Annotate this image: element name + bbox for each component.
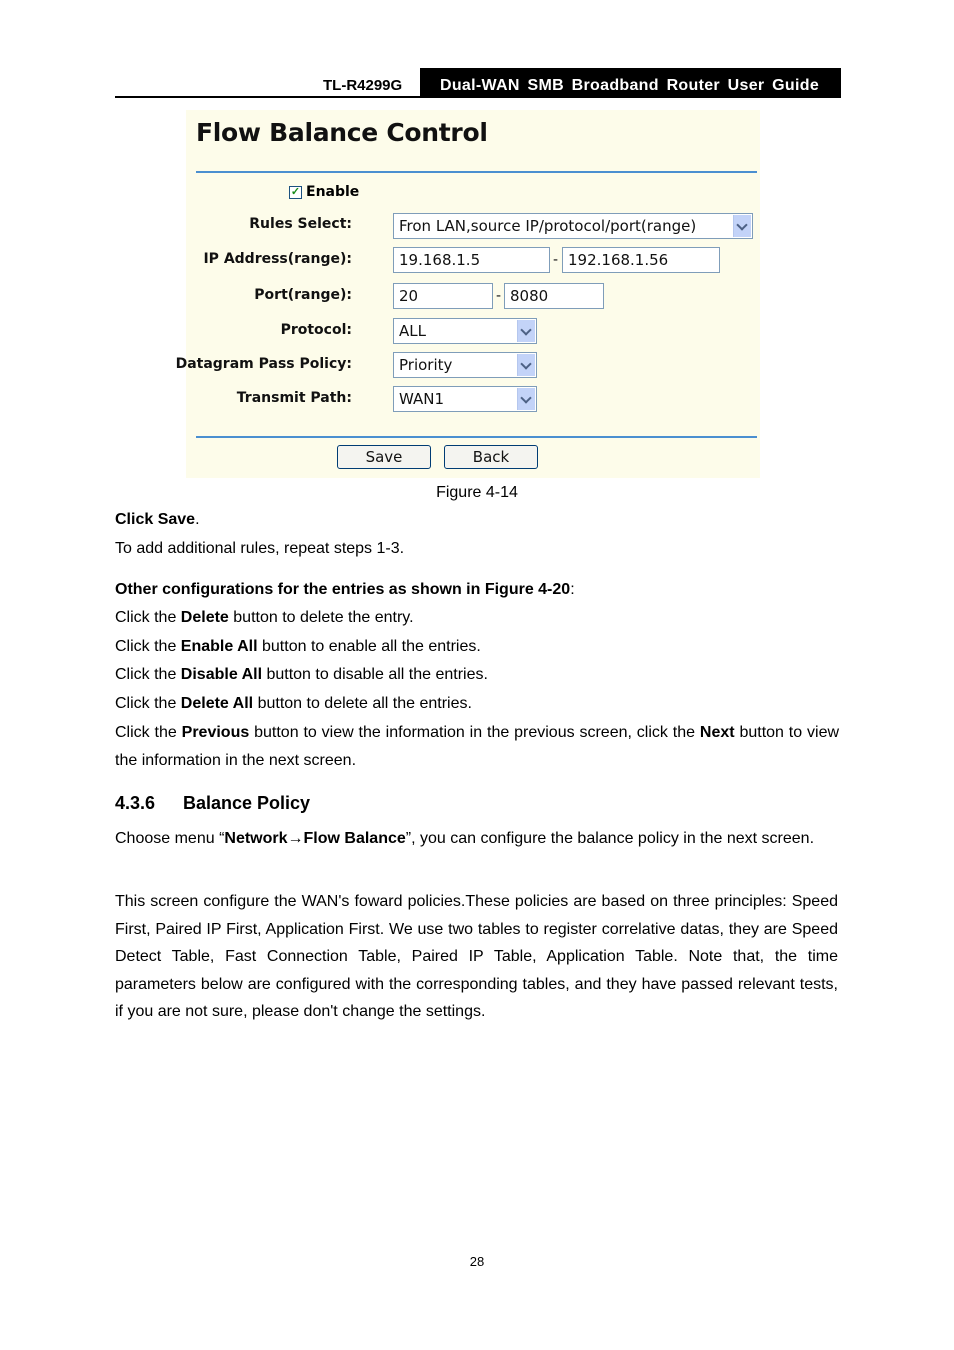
instruction-bold: Delete (180, 609, 229, 626)
instruction-post: button to disable all the entries. (262, 666, 488, 683)
chevron-down-icon[interactable] (733, 215, 751, 237)
port-range-separator: - (496, 288, 502, 304)
datagram-policy-value: Priority (399, 356, 453, 374)
transmit-path-dropdown[interactable] (393, 386, 537, 412)
step-save (115, 506, 839, 534)
ip-range-separator: - (553, 252, 559, 268)
instruction-line (115, 661, 839, 689)
previous-next-paragraph (115, 719, 839, 775)
page-number: 28 (469, 1254, 485, 1269)
instruction-bold: Enable All (180, 638, 258, 655)
repeat-steps: To add additional rules, repeat steps 1-3. (115, 540, 405, 557)
instruction-bold: Disable All (180, 666, 263, 683)
chevron-down-icon[interactable] (517, 354, 535, 376)
step-save-rest: . (195, 511, 200, 528)
rules-select-label: Rules Select: (249, 216, 352, 232)
transmit-path-value: WAN1 (399, 390, 445, 408)
other-config-bold: Other configurations for the entries as shown in Figure 4-20 (115, 581, 571, 598)
save-button[interactable]: Save (337, 445, 431, 469)
menu-bold: Network→Flow Balance (224, 830, 406, 847)
other-config-rest: : (570, 581, 575, 598)
instruction-pre: Click the (115, 638, 181, 655)
chevron-down-icon[interactable] (517, 320, 535, 342)
ip-range-label: IP Address(range): (203, 251, 352, 267)
instruction-bold: Delete All (180, 695, 254, 712)
panel-top-rule (196, 171, 757, 173)
menu-pre: Choose menu “ (115, 830, 225, 847)
header-guide-title: Dual-WAN SMB Broadband Router User Guide (420, 68, 841, 97)
figure-caption: Figure 4-14 (436, 484, 518, 501)
header-model: TL-R4299G (323, 77, 403, 94)
instruction-line (115, 604, 839, 632)
instruction-post: button to delete the entry. (228, 609, 414, 626)
protocol-label: Protocol: (280, 322, 352, 338)
instruction-pre: Click the (115, 695, 181, 712)
instruction-pre: Click the (115, 666, 181, 683)
menu-paragraph (115, 825, 831, 853)
port-to-input[interactable]: 8080 (504, 283, 604, 309)
port-range-label: Port(range): (254, 287, 352, 303)
policy-paragraph: This screen configure the WAN's foward policies.These policies are based on three principles: Speed First, Paired IP First, Application First. We use two tables to register correlative datas, they are Speed Detect Table, Fast Connection Table, Paired IP Table, Application Table. Note that, the time parameters below are configured with the corresponding tables, and they have passed relevant tests, if you are not sure, please don't change the settings. (115, 893, 838, 1020)
port-from-input[interactable]: 20 (393, 283, 493, 309)
pn-mid: button to view the information in the previous screen, click the (249, 724, 700, 741)
ip-from-input[interactable]: 19.168.1.5 (393, 247, 550, 273)
pn-pre: Click the (115, 724, 182, 741)
instruction-line (115, 633, 839, 661)
rules-select-dropdown[interactable] (393, 213, 753, 239)
step-save-bold: Click Save (115, 511, 196, 528)
protocol-dropdown[interactable] (393, 318, 537, 344)
instruction-line (115, 690, 839, 718)
menu-post: ”, you can configure the balance policy in the next screen. (405, 830, 815, 847)
pn-post: button to view the information in the next screen. (115, 724, 840, 769)
transmit-path-label: Transmit Path: (236, 390, 352, 406)
pn-bold-next: Next (699, 724, 735, 741)
datagram-policy-dropdown[interactable] (393, 352, 537, 378)
protocol-value: ALL (399, 322, 426, 340)
pn-bold-previous: Previous (181, 724, 250, 741)
panel-bottom-rule (196, 436, 757, 438)
datagram-policy-label: Datagram Pass Policy: (175, 356, 352, 372)
enable-label: Enable (306, 184, 360, 200)
ip-to-input[interactable]: 192.168.1.56 (562, 247, 720, 273)
instruction-post: button to delete all the entries. (253, 695, 472, 712)
section-heading (115, 793, 310, 814)
section-title: Balance Policy (183, 793, 311, 813)
enable-checkbox[interactable]: ✓ (290, 186, 301, 198)
header-divider (115, 96, 841, 98)
instruction-pre: Click the (115, 609, 181, 626)
rules-select-value: Fron LAN,source IP/protocol/port(range) (399, 217, 697, 235)
back-button[interactable]: Back (444, 445, 538, 469)
chevron-down-icon[interactable] (517, 388, 535, 410)
panel-title: Flow Balance Control (196, 118, 488, 147)
other-config-heading (115, 576, 839, 604)
instruction-post: button to enable all the entries. (257, 638, 481, 655)
section-number: 4.3.6 (115, 793, 156, 813)
